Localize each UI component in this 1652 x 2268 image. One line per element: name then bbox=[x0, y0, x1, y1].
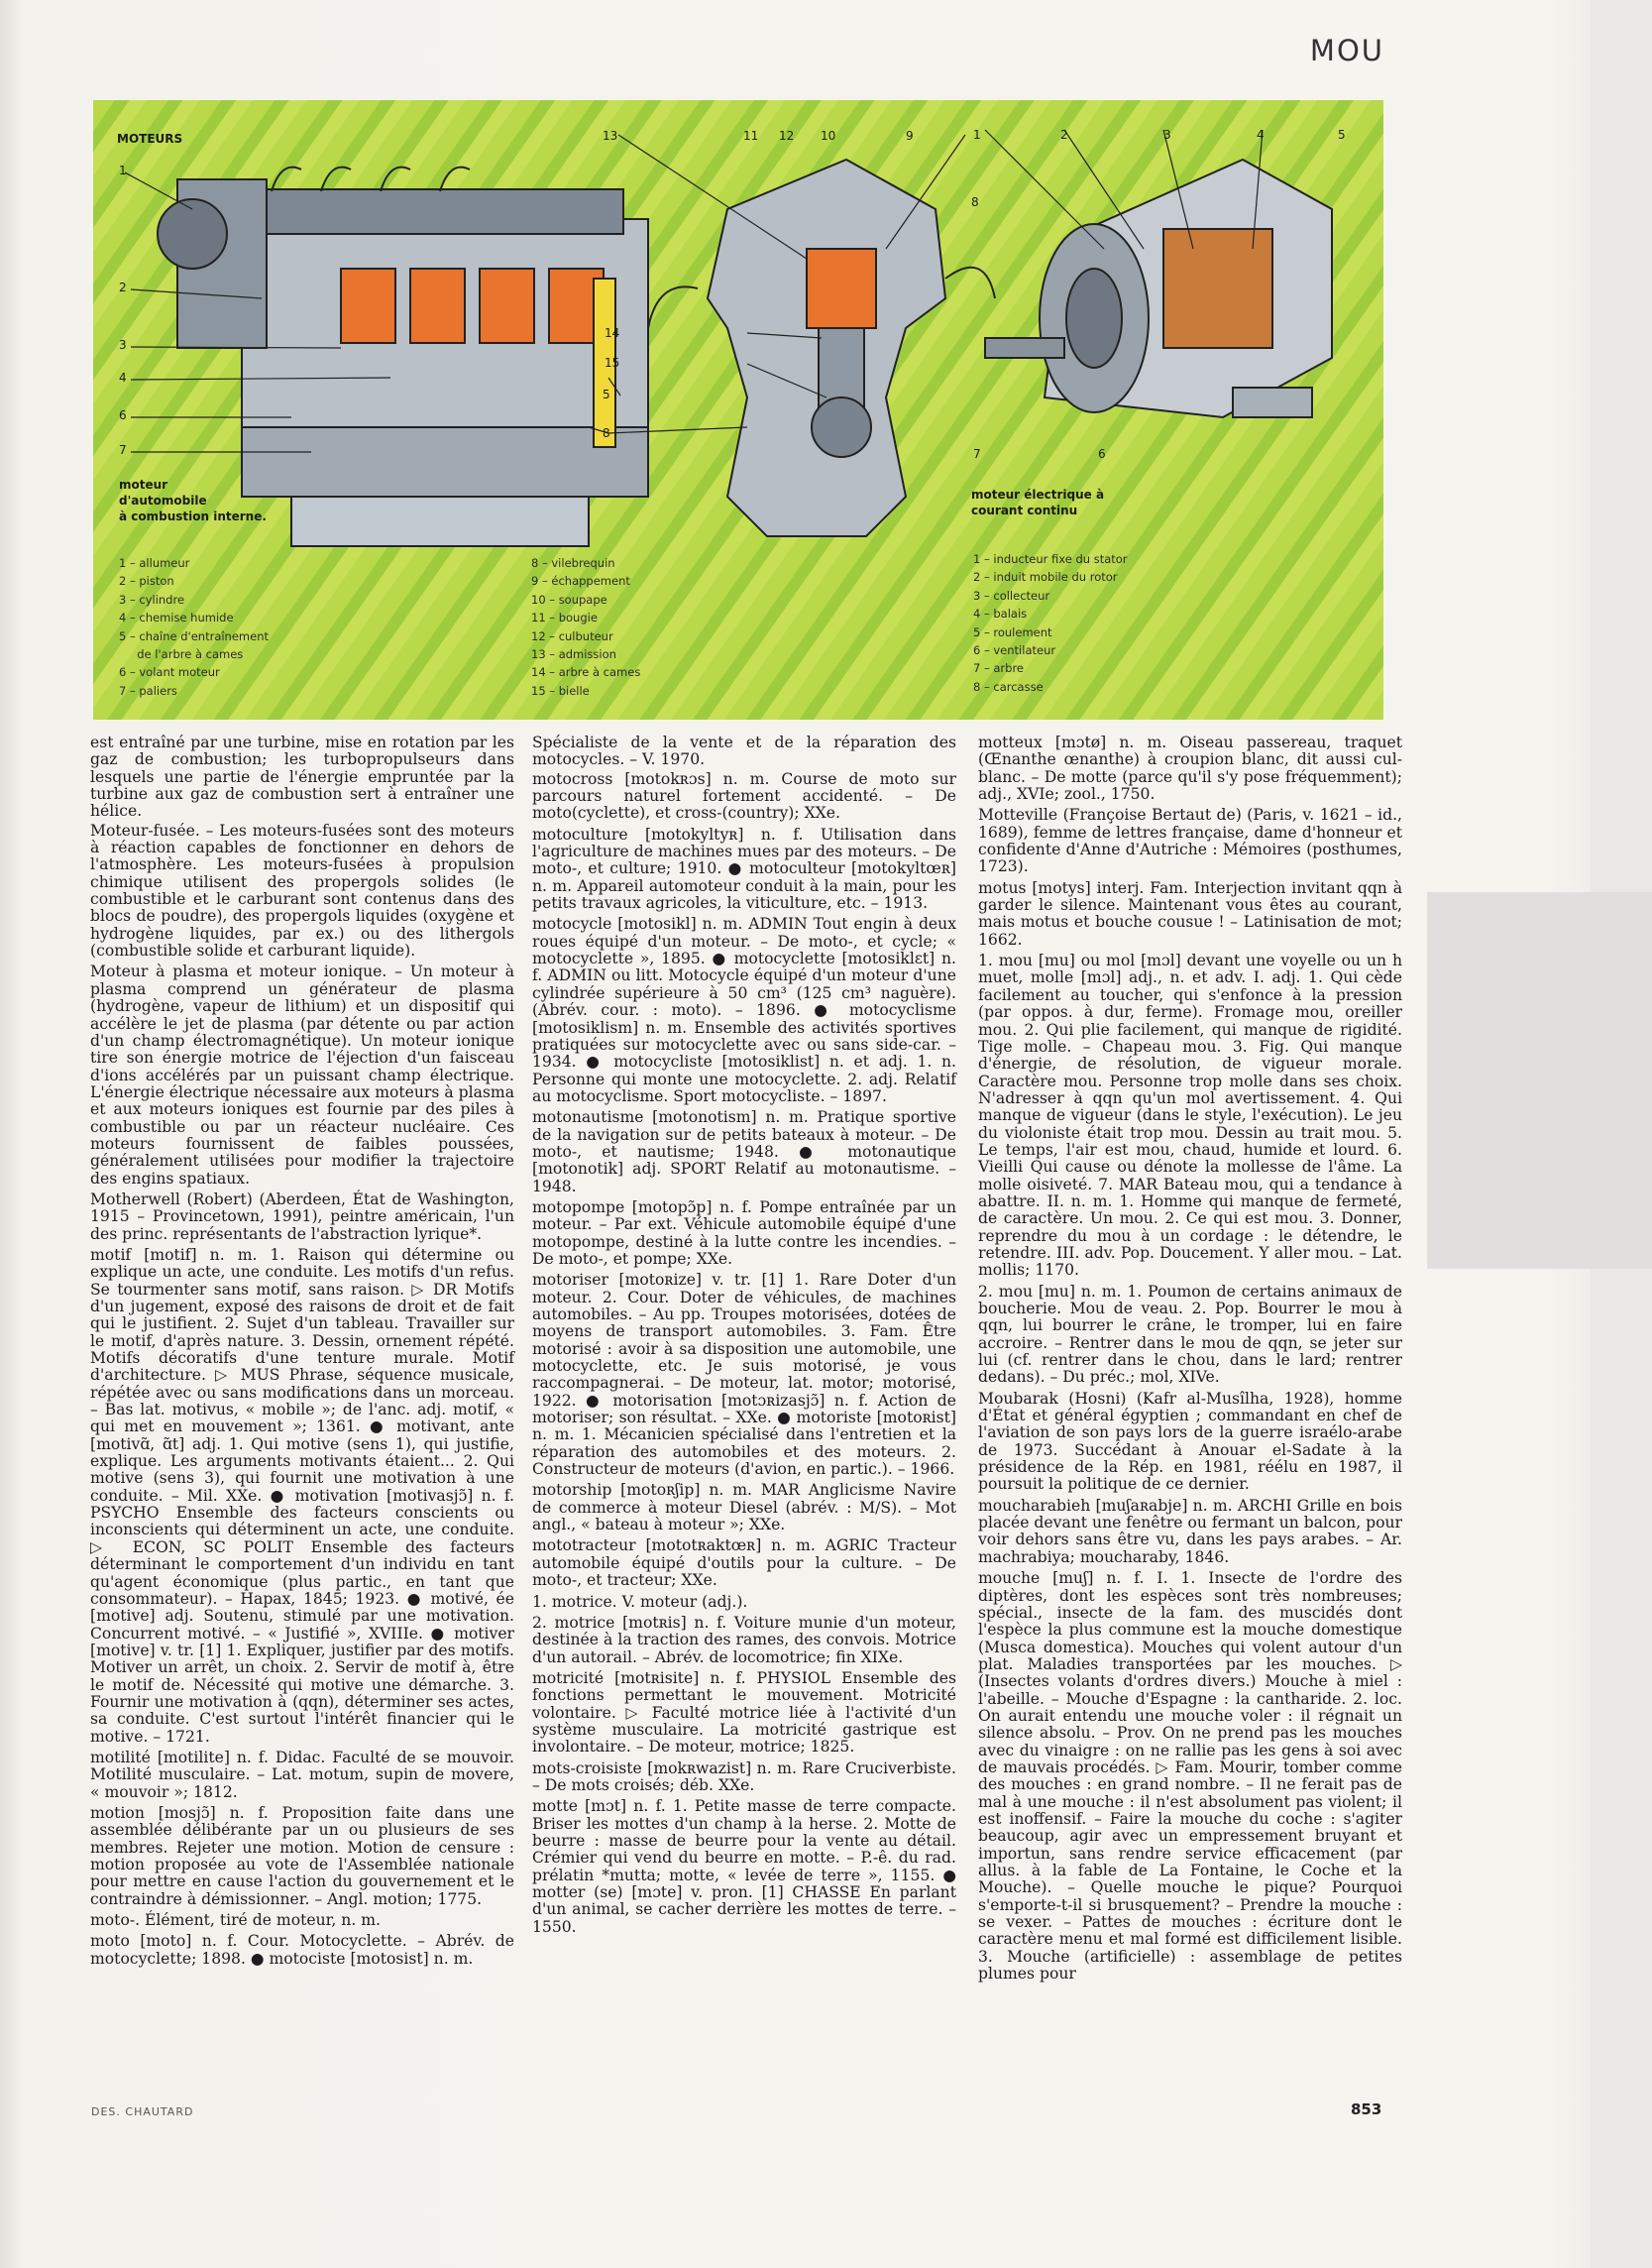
callout-label: 14 bbox=[605, 326, 620, 340]
legend-item: 2 – piston bbox=[119, 574, 174, 589]
legend-item: 14 – arbre à cames bbox=[531, 665, 641, 680]
dictionary-entry: moto-. Élément, tiré de moteur, n. m. bbox=[90, 1911, 381, 1930]
electric-motor-caption: moteur électrique à courant continu bbox=[971, 488, 1105, 517]
callout-label: 1 bbox=[119, 164, 127, 177]
dictionary-entry: motteux [mɔtø] n. m. Oiseau passereau, traquet (Œnanthe œnanthe) à croupion blanc, dit aussi cul-blanc. – De motte (parce qu'il s'y pose fréquemment); adj., XVIe; zool., 1750. bbox=[978, 734, 1402, 804]
callout-label: 4 bbox=[1257, 128, 1265, 142]
callout-label: 7 bbox=[119, 443, 127, 457]
dictionary-entry: mototracteur [mototʀaktœʀ] n. m. AGRIC Tracteur automobile équipé d'outils pour la culture. – De moto-, et tracteur; XXe. bbox=[532, 1536, 956, 1590]
text-column-2 bbox=[532, 735, 956, 1940]
legend-item: 6 – volant moteur bbox=[119, 665, 220, 680]
legend-item: 10 – soupape bbox=[531, 592, 607, 607]
dictionary-entry: 2. mou [mu] n. m. 1. Poumon de certains animaux de boucherie. Mou de veau. 2. Pop. Bourrer le mou à qqn, lui bourrer le crâne, le tromper, lui en faire accroire. – Rentrer dans le mou de qqn, se jeter sur lui (cf. rentrer dans le chou, dans le lard; rentrer dedans). – Du préc.; mol, XIVe. bbox=[978, 1282, 1402, 1387]
callout-label: 2 bbox=[1060, 128, 1068, 142]
callout-label: 12 bbox=[779, 129, 795, 143]
legend-item: 8 – carcasse bbox=[973, 679, 1044, 694]
running-head: MOU bbox=[1309, 34, 1384, 67]
legend-item: 5 – chaîne d'entraînement bbox=[119, 628, 269, 643]
dictionary-entry: motonautisme [motonotism] n. m. Pratique sportive de la navigation sur de petits bateaux à moteur. – De moto-, et nautisme; 1948. ● motonautique [motonotik] adj. SPORT Relatif au motonautisme. – 1948. bbox=[532, 1108, 956, 1195]
dictionary-entry: motion [mosjɔ̃] n. f. Proposition faite dans une assemblée délibérante par un ou plusieurs de ses membres. Rejeter une motion. Motion de censure : motion proposée au vote de l'Assemblée nationale pour mettre en cause l'action du gouvernement et le contraindre à démissionner. – Angl. motion; 1775. bbox=[90, 1803, 514, 1908]
callout-label: 6 bbox=[1098, 447, 1106, 461]
legend-item: 7 – paliers bbox=[119, 683, 177, 698]
dictionary-entry: 1. motrice. V. moteur (adj.). bbox=[532, 1592, 748, 1611]
dictionary-entry: Moubarak (Hosni) (Kafr al-Musîlha, 1928), homme d'État et général égyptien ; commandant en chef de l'aviation de son pays lors de la guerre israélo-arabe de 1973. Succédant à Anouar el-Sadate à la présidence de la Rép. en 1981, réélu en 1987, il poursuit la politique de ce dernier. bbox=[978, 1389, 1402, 1494]
callout-label: 15 bbox=[605, 356, 620, 370]
dictionary-entry: motricité [motʀisite] n. f. PHYSIOL Ensemble des fonctions permettant le mouvement. Motricité volontaire. ▷ Faculté motrice liée à l'activité d'un système musculaire. La motricité gastrique est involontaire. – De moteur, motrice; 1825. bbox=[532, 1668, 956, 1757]
dictionary-entry: mouche [muʃ] n. f. I. 1. Insecte de l'ordre des diptères, dont les espèces sont très nombreuses; spécial., insecte de la fam. des muscidés dont l'espèce la plus commune est la mouche domestique (Musca domestica). Mouches qui volent autour d'un plat. Maladies transportées par les mouches. ▷ (Insectes volants d'ordres divers.) Mouche à miel : l'abeille. – Mouche d'Espagne : la cantharide. 2. loc. On aurait entendu une mouche voler : il régnait un silence absolu. – Prov. On ne prend pas les mouches avec du vinaigre : on ne rallie pas les gens à soi avec de mauvais procédés. ▷ Fam. Mourir, tomber comme des mouches : en grand nombre. – Il ne ferait pas de mal à une mouche : il n'est absolument pas violent; il est inoffensif. – Faire la mouche du coche : s'agiter beaucoup, agir avec un empressement bruyant et importun, sans rendre service efficacement (par allus. à la fable de La Fontaine, le Coche et la Mouche). – Quelle mouche le pique? Pourquoi s'emporte-t-il si brusquement? – Prendre la mouche : se vexer. – Pattes de mouches : écriture dont le caractère menu et mal formé est difficilement lisible. 3. Mouche (artificielle) : assemblage de petites plumes pour bbox=[978, 1569, 1402, 1984]
dictionary-entry: motocross [motokʀɔs] n. m. Course de moto sur parcours naturel fortement accidenté. – De moto(cyclette), et cross-(country); XXe. bbox=[532, 769, 956, 823]
callout-label: 11 bbox=[743, 129, 759, 143]
dictionary-entry: motorship [motoʀʃip] n. m. MAR Anglicisme Navire de commerce à moteur Diesel (abrév. : M/S). – Mot angl., « bateau à moteur »; XXe. bbox=[532, 1481, 956, 1534]
legend-list-2 bbox=[531, 554, 640, 700]
dictionary-entry: motopompe [motopɔ̃p] n. f. Pompe entraînée par un moteur. – Par ext. Véhicule automobile équipé d'une motopompe, destiné à la lutte contre les incendies. – De moto-, et pompe; XXe. bbox=[532, 1197, 956, 1268]
legend-item: 1 – inducteur fixe du stator bbox=[973, 552, 1128, 566]
legend-item: 4 – balais bbox=[973, 607, 1028, 622]
dictionary-entry: 1. mou [mu] ou mol [mɔl] devant une voyelle ou un h muet, molle [mɔl] adj., n. et adv. I. adj. 1. Qui cède facilement au toucher, qui s'enfonce à la pression (par oppos. à dur, ferme). Fromage mou, oreiller mou. 2. Qui plie facilement, qui manque de rigidité. Tige molle. – Chapeau mou. 3. Fig. Qui manque d'énergie, de résolution, de vigueur morale. Caractère mou. Personne trop molle dans ses choix. N'adresser à qqn qu'un mol avertissement. 4. Qui manque de vigueur (dans le style, l'exécution). Le jeu du violoniste était trop mou. Dessin au trait mou. 5. Le temps, l'air est mou, chaud, humide et lourd. 6. Vieilli Qui cause ou dénote la mollesse de l'âme. La molle oisiveté. 7. MAR Bateau mou, qui a tendance à abattre. II. n. m. 1. Homme qui manque de fermeté, de caractère. Un mou. 2. Ce qui est mou. 3. Donner, reprendre du mou à un cordage : le détendre, le retendre. III. adv. Pop. Doucement. Y aller mou. – Lat. mollis; 1170. bbox=[978, 952, 1402, 1280]
dictionary-entry: Moteur à plasma et moteur ionique. – Un moteur à plasma comprend un générateur de plasma (hydrogène, vapeur de lithium) et un dispositif qui accélère le jet de plasma (par détente ou par action d'un champ électromagnétique). Un moteur ionique tire son énergie motrice de l'éjection d'un faisceau d'ions accélérés par un puissant champ électrique. L'énergie électrique nécessaire aux moteurs à plasma et aux moteurs ioniques est fournie par des piles à combustible ou par un réacteur nucléaire. Ces moteurs fournissent de faibles poussées, généralement utilisées pour modifier la trajectoire des engins spatiaux. bbox=[90, 963, 514, 1188]
dictionary-entry: Spécialiste de la vente et de la réparation des motocycles. – V. 1970. bbox=[532, 734, 956, 769]
dictionary-entry: motoriser [motoʀize] v. tr. [1] 1. Rare Doter d'un moteur. 2. Cour. Doter de véhicules, de machines automobiles. – Au pp. Troupes motorisées, dotées de moyens de transport automobiles. 3. Fam. Être motorisé : avoir à sa disposition une automobile, une motocyclette, etc. Je suis motorisé, je vous raccompagnerai. – De moteur, lat. motor; motorisé, 1922. ● motorisation [motɔʀizasjɔ̃] n. f. Action de motoriser; son résultat. – XXe. ● motoriste [motoʀist] n. m. 1. Mécanicien spécialisé dans l'entretien et la réparation des automobiles et des moteurs. 2. Constructeur de moteurs (d'avion, en partic.). – 1966. bbox=[532, 1271, 956, 1479]
callout-label: 2 bbox=[119, 281, 127, 294]
legend-item: 6 – ventilateur bbox=[973, 643, 1056, 658]
legend-item: 4 – chemise humide bbox=[119, 611, 234, 625]
dictionary-entry: motoculture [motokyltyʀ] n. f. Utilisation dans l'agriculture de machines mues par des moteurs. – De moto-, et culture; 1910. ● motoculteur [motokyltœʀ] n. m. Appareil automoteur conduit à la main, pour les petits travaux agricoles, la viticulture, etc. – 1913. bbox=[532, 825, 956, 913]
dictionary-entry: motus [motys] interj. Fam. Interjection invitant qqn à garder le silence. Maintenant vous êtes au courant, mais motus et bouche cousue ! – Latinisation de mot; 1662. bbox=[978, 878, 1402, 949]
callout-label: 5 bbox=[1338, 128, 1346, 142]
callout-label: 3 bbox=[119, 338, 127, 352]
dictionary-entry: motif [motif] n. m. 1. Raison qui détermine ou explique un acte, une conduite. Les motifs d'un refus. Se tourmenter sans motif, sans raison. ▷ DR Motifs d'un jugement, exposé des raisons de droit et de fait qui le justifient. 2. Sujet d'un tableau. Travailler sur le motif, d'après nature. 3. Dessin, ornement répété. Motifs décoratifs d'une tenture murale. Motif d'architecture. ▷ MUS Phrase, séquence musicale, répétée avec ou sans modifications dans un morceau. – Bas lat. motivus, « mobile »; de l'anc. adj. motif, « qui met en mouvement »; 1361. ● motivant, ante [motivɑ̃, ɑ̃t] adj. 1. Qui motive (sens 1), qui justifie, explique. Les arguments motivants étaient... 2. Qui motive (sens 3), qui fournit une motivation à une conduite. – Mil. XXe. ● motivation [motivasjɔ̃] n. f. PSYCHO Ensemble des facteurs conscients ou inconscients qui déterminent un acte, une conduite. ▷ ECON, SC POLIT Ensemble des facteurs déterminant le comportement d'un individu en tant qu'agent économique (plus partic., en tant que consommateur). – Hapax, 1845; 1923. ● motivé, ée [motive] adj. Soutenu, stimulé par une motivation. Concurrent motivé. – « Justifié », XVIIIe. ● motiver [motive] v. tr. [1] 1. Expliquer, justifier par des motifs. Motiver un arrêt, un choix. 2. Servir de motif à, être le motif de. Nécessité qui motive une démarche. 3. Fournir une motivation à (qqn), déterminer ses actes, sa conduite. C'est surtout l'intérêt financier qui le motive. – 1721. bbox=[90, 1245, 514, 1746]
combustion-engine-caption: moteur d'automobile à combustion interne. bbox=[119, 478, 267, 523]
dictionary-entry: Motteville (Françoise Bertaut de) (Paris, v. 1621 – id., 1689), femme de lettres française, dame d'honneur et confidente d'Anne d'Autriche : Mémoires (posthumes, 1723). bbox=[978, 806, 1402, 876]
legend-item: 13 – admission bbox=[531, 647, 616, 662]
callout-label: 6 bbox=[119, 408, 127, 422]
dictionary-entry: moucharabieh [muʃaʀabje] n. m. ARCHI Grille en bois placée devant une fenêtre ou fermant un balcon, pour voir dehors sans être vu, dans les pays arabes. – Ar. machrabiya; moucharaby, 1846. bbox=[978, 1496, 1402, 1566]
dictionary-entry: mots-croisiste [mokʀwazist] n. m. Rare Cruciverbiste. – De mots croisés; déb. XXe. bbox=[532, 1758, 956, 1794]
text-column-1 bbox=[90, 735, 514, 1972]
legend-item: 9 – échappement bbox=[531, 574, 630, 589]
callout-label: 5 bbox=[603, 388, 610, 401]
dictionary-entry: 2. motrice [motʀis] n. f. Voiture munie d'un moteur, destinée à la traction des rames, des convois. Motrice d'un autorail. – Abrév. de locomotrice; fin XIXe. bbox=[532, 1613, 956, 1666]
callout-label: 10 bbox=[821, 129, 836, 143]
thumb-index-tab bbox=[1427, 892, 1652, 1269]
dictionary-entry: motilité [motilite] n. f. Didac. Faculté de se mouvoir. Motilité musculaire. – Lat. motum, supin de movere, « mouvoir »; 1812. bbox=[90, 1748, 514, 1801]
callout-label: 3 bbox=[1163, 128, 1171, 142]
engine-drawings bbox=[93, 100, 1383, 720]
dictionary-entry: Motherwell (Robert) (Aberdeen, État de Washington, 1915 – Provincetown, 1991), peintre américain, l'un des princ. représentants de l'abstraction lyrique*. bbox=[90, 1190, 514, 1243]
callout-label: 8 bbox=[971, 195, 979, 209]
legend-item: 7 – arbre bbox=[973, 661, 1025, 676]
engine-illustration bbox=[93, 100, 1383, 720]
legend-item: 3 – collecteur bbox=[973, 588, 1050, 603]
legend-item: de l'arbre à cames bbox=[119, 647, 244, 662]
cross-section-drawing bbox=[648, 160, 995, 536]
dictionary-entry: moto [moto] n. f. Cour. Motocyclette. – Abrév. de motocyclette; 1898. ● motociste [motosist] n. m. bbox=[90, 1932, 514, 1968]
dictionary-entry: Moteur-fusée. – Les moteurs-fusées sont des moteurs à réaction capables de fonctionner en dehors de l'atmosphère. Les moteurs-fusées à propulsion chimique utilisent des propergols solides (le combustible et le carburant sont contenus dans des blocs de poudre), des propergols liquides (oxygène et hydrogène liquides, par ex.) ou des lithergols (combustible solide et carburant liquide). bbox=[90, 821, 514, 961]
legend-item: 8 – vilebrequin bbox=[531, 556, 615, 570]
page-number: 853 bbox=[1351, 2100, 1382, 2118]
callout-label: 9 bbox=[906, 129, 914, 143]
legend-item: 3 – cylindre bbox=[119, 592, 185, 607]
callout-label: 13 bbox=[603, 129, 618, 143]
illustrator-credit: DES. CHAUTARD bbox=[91, 2105, 194, 2118]
callout-label: 1 bbox=[973, 128, 981, 142]
dictionary-entry: motte [mɔt] n. f. 1. Petite masse de terre compacte. Briser les mottes d'un champ à la herse. 2. Motte de beurre : masse de beurre pour la vente au détail. Crémier qui vend du beurre en motte. – P.-ê. du rad. prélatin *mutta; motte, « levée de terre », 1155. ● motter (se) [mɔte] v. pron. [1] CHASSE En parlant d'un animal, se cacher derrière les mottes de terre. – 1550. bbox=[532, 1797, 956, 1936]
text-column-3 bbox=[978, 735, 1402, 1986]
callout-label: 4 bbox=[119, 371, 127, 385]
dictionary-entry: est entraîné par une turbine, mise en rotation par les gaz de combustion; les turbopropulseurs dans lesquels une partie de l'énergie empruntée par la turbine aux gaz de combustion sert à entraîner une hélice. bbox=[90, 734, 514, 821]
electric-motor-drawing bbox=[985, 160, 1332, 417]
legend-item: 15 – bielle bbox=[531, 683, 590, 698]
callout-label: 7 bbox=[973, 447, 981, 461]
legend-item: 12 – culbuteur bbox=[531, 628, 613, 643]
legend-item: 2 – induit mobile du rotor bbox=[973, 570, 1118, 585]
legend-list-1 bbox=[119, 554, 269, 700]
callout-label: 8 bbox=[603, 426, 610, 440]
legend-item: 1 – allumeur bbox=[119, 556, 190, 570]
illustration-title: MOTEURS bbox=[117, 132, 183, 146]
dictionary-entry: motocycle [motosikl] n. m. ADMIN Tout engin à deux roues équipé d'un moteur. – De moto-, et cycle; « motocyclette », 1895. ● motocyclette [motosiklɛt] n. f. ADMIN ou litt. Motocycle équipé d'un moteur d'une cylindrée supérieure à 50 cm³ (125 cm³ naguère). (Abrév. cour. : moto). – 1896. ● motocyclisme [motosiklism] n. m. Ensemble des activités sportives pratiquées sur motocyclette avec ou sans side-car. – 1934. ● motocycliste [motosiklist] n. et adj. 1. n. Personne qui monte une motocyclette. 2. adj. Relatif au motocyclisme. Sport motocycliste. – 1897. bbox=[532, 915, 956, 1105]
legend-item: 11 – bougie bbox=[531, 611, 598, 625]
legend-list-3 bbox=[973, 550, 1128, 696]
legend-item: 5 – roulement bbox=[973, 624, 1052, 639]
